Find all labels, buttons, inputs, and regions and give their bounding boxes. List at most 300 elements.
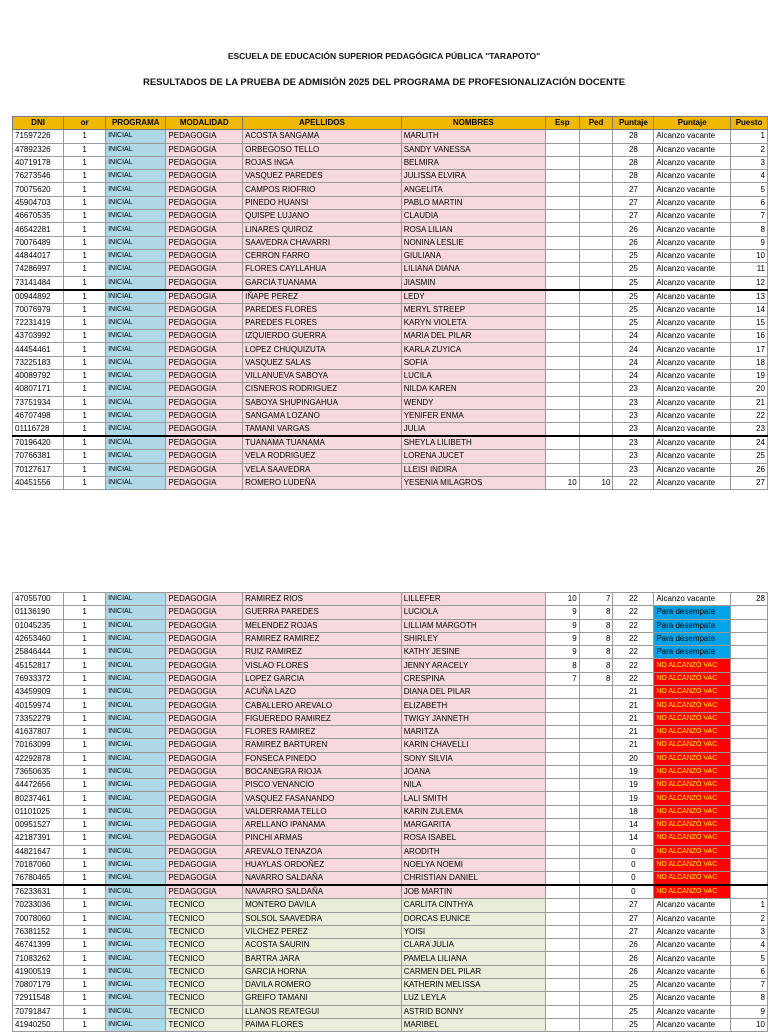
cell-puntaje: 23 — [613, 409, 654, 422]
cell-ped — [579, 845, 613, 858]
cell-puntaje: 0 — [613, 845, 654, 858]
cell-ped — [579, 939, 613, 952]
cell-nombres: MARGARITA — [401, 819, 545, 832]
cell-dni: 70807179 — [13, 979, 64, 992]
cell-puntaje: 19 — [613, 765, 654, 778]
cell-puntaje: 25 — [613, 992, 654, 1005]
cell-programa: INICIAL — [106, 819, 166, 832]
cell-modalidad: PEDAGOGIA — [166, 316, 243, 329]
cell-puntaje: 14 — [613, 832, 654, 845]
cell-modalidad: PEDAGOGIA — [166, 699, 243, 712]
cell-ped — [579, 370, 613, 383]
cell-puntaje: 28 — [613, 143, 654, 156]
header-modalidad: MODALIDAD — [166, 117, 243, 130]
cell-or: 1 — [64, 939, 106, 952]
cell-modalidad: PEDAGOGIA — [166, 436, 243, 450]
cell-apellidos: LLANOS REATEGUI — [243, 1005, 402, 1018]
cell-puesto — [731, 872, 768, 886]
cell-nombres: JOANA — [401, 765, 545, 778]
cell-esp — [545, 819, 579, 832]
cell-modalidad: PEDAGOGIA — [166, 236, 243, 249]
cell-or: 1 — [64, 725, 106, 738]
cell-or: 1 — [64, 436, 106, 450]
cell-resultado: Alcanzo vacante — [654, 423, 731, 437]
cell-puesto: 8 — [731, 992, 768, 1005]
cell-modalidad: PEDAGOGIA — [166, 183, 243, 196]
cell-or: 1 — [64, 819, 106, 832]
cell-or: 1 — [64, 356, 106, 369]
cell-ped — [579, 170, 613, 183]
cell-puntaje: 28 — [613, 130, 654, 143]
cell-ped — [579, 686, 613, 699]
cell-modalidad: TECNICO — [166, 952, 243, 965]
cell-puesto: 5 — [731, 952, 768, 965]
table-row — [13, 409, 768, 422]
cell-programa: INICIAL — [106, 672, 166, 685]
cell-nombres: MARIA DEL PILAR — [401, 330, 545, 343]
cell-ped — [579, 236, 613, 249]
cell-nombres: ARODITH — [401, 845, 545, 858]
cell-ped — [579, 725, 613, 738]
cell-puntaje: 25 — [613, 979, 654, 992]
cell-programa: INICIAL — [106, 965, 166, 978]
cell-nombres: KARIN CHAVELLI — [401, 739, 545, 752]
cell-nombres: NILA — [401, 779, 545, 792]
cell-esp — [545, 899, 579, 912]
cell-modalidad: TECNICO — [166, 939, 243, 952]
cell-puesto: 17 — [731, 343, 768, 356]
cell-or: 1 — [64, 423, 106, 437]
cell-esp: 9 — [545, 632, 579, 645]
cell-nombres: CARMEN DEL PILAR — [401, 965, 545, 978]
cell-esp — [545, 965, 579, 978]
cell-puesto — [731, 858, 768, 871]
cell-modalidad: PEDAGOGIA — [166, 450, 243, 463]
cell-modalidad: PEDAGOGIA — [166, 303, 243, 316]
cell-esp — [545, 236, 579, 249]
cell-ped — [579, 819, 613, 832]
cell-apellidos: RAMIREZ BARTUREN — [243, 739, 402, 752]
cell-esp — [545, 686, 579, 699]
cell-modalidad: PEDAGOGIA — [166, 143, 243, 156]
cell-ped — [579, 739, 613, 752]
cell-apellidos: GREIFO TAMANI — [243, 992, 402, 1005]
cell-puntaje: 20 — [613, 752, 654, 765]
cell-puntaje: 22 — [613, 672, 654, 685]
cell-modalidad: PEDAGOGIA — [166, 792, 243, 805]
cell-resultado: Alcanzo vacante — [654, 223, 731, 236]
table-row — [13, 739, 768, 752]
cell-or: 1 — [64, 912, 106, 925]
cell-puesto — [731, 686, 768, 699]
cell-dni: 42653460 — [13, 632, 64, 645]
table-row — [13, 303, 768, 316]
cell-nombres: LILLEFER — [401, 593, 545, 606]
cell-puntaje: 26 — [613, 939, 654, 952]
cell-nombres: SANDY VANESSA — [401, 143, 545, 156]
cell-or: 1 — [64, 409, 106, 422]
cell-dni: 40807171 — [13, 383, 64, 396]
cell-resultado: Alcanzo vacante — [654, 343, 731, 356]
cell-programa: INICIAL — [106, 699, 166, 712]
cell-nombres: ROSA LILIAN — [401, 223, 545, 236]
cell-or: 1 — [64, 383, 106, 396]
cell-dni: 47892326 — [13, 143, 64, 156]
cell-puntaje: 19 — [613, 779, 654, 792]
cell-puntaje: 19 — [613, 792, 654, 805]
cell-resultado: Alcanzo vacante — [654, 1005, 731, 1018]
cell-or: 1 — [64, 290, 106, 304]
cell-resultado: NO ALCANZÓ VAC — [654, 845, 731, 858]
cell-apellidos: FIGUEREDO RAMIREZ — [243, 712, 402, 725]
cell-esp — [545, 383, 579, 396]
cell-puesto — [731, 619, 768, 632]
cell-resultado: Alcanzo vacante — [654, 952, 731, 965]
cell-nombres: ELIZABETH — [401, 699, 545, 712]
cell-nombres: CRESPINA — [401, 672, 545, 685]
cell-puesto: 4 — [731, 939, 768, 952]
cell-resultado: NO ALCANZÓ VAC — [654, 765, 731, 778]
cell-puntaje: 0 — [613, 872, 654, 886]
header-puesto: Puesto — [731, 117, 768, 130]
cell-ped: 8 — [579, 619, 613, 632]
cell-apellidos: NAVARRO SALDAÑA — [243, 885, 402, 899]
cell-apellidos: ACUÑA LAZO — [243, 686, 402, 699]
cell-programa: INICIAL — [106, 845, 166, 858]
cell-apellidos: BOCANEGRA RIOJA — [243, 765, 402, 778]
cell-puesto: 2 — [731, 143, 768, 156]
cell-puesto: 13 — [731, 290, 768, 304]
cell-puesto: 8 — [731, 223, 768, 236]
cell-modalidad: PEDAGOGIA — [166, 885, 243, 899]
cell-puntaje: 27 — [613, 925, 654, 938]
cell-resultado: NO ALCANZÓ VAC — [654, 739, 731, 752]
cell-dni: 42187391 — [13, 832, 64, 845]
cell-resultado: NO ALCANZÓ VAC — [654, 805, 731, 818]
cell-apellidos: MELENDEZ ROJAS — [243, 619, 402, 632]
cell-dni: 01045235 — [13, 619, 64, 632]
cell-apellidos: ROJAS INGA — [243, 156, 402, 169]
cell-or: 1 — [64, 183, 106, 196]
cell-puesto — [731, 765, 768, 778]
cell-puesto: 6 — [731, 965, 768, 978]
cell-programa: INICIAL — [106, 130, 166, 143]
cell-nombres: YENIFER ENMA — [401, 409, 545, 422]
results-table-1 — [12, 116, 768, 490]
cell-nombres: KARYN VIOLETA — [401, 316, 545, 329]
cell-resultado: Alcanzo vacante — [654, 992, 731, 1005]
cell-puntaje: 22 — [613, 593, 654, 606]
cell-resultado: NO ALCANZÓ VAC — [654, 832, 731, 845]
cell-puntaje: 22 — [613, 646, 654, 659]
table-row — [13, 646, 768, 659]
cell-modalidad: PEDAGOGIA — [166, 196, 243, 209]
cell-puesto: 1 — [731, 130, 768, 143]
cell-puesto — [731, 672, 768, 685]
table-row — [13, 659, 768, 672]
cell-nombres: CLAUDIA — [401, 210, 545, 223]
table-row — [13, 952, 768, 965]
cell-esp — [545, 858, 579, 871]
cell-programa: INICIAL — [106, 992, 166, 1005]
cell-puesto: 5 — [731, 183, 768, 196]
cell-programa: INICIAL — [106, 832, 166, 845]
cell-ped — [579, 858, 613, 871]
cell-puesto: 20 — [731, 383, 768, 396]
cell-dni: 72911548 — [13, 992, 64, 1005]
cell-dni: 40089792 — [13, 370, 64, 383]
cell-ped — [579, 423, 613, 437]
cell-nombres: LILLIAM MARGOTH — [401, 619, 545, 632]
cell-programa: INICIAL — [106, 463, 166, 476]
table-row — [13, 805, 768, 818]
cell-puntaje: 26 — [613, 223, 654, 236]
table-row — [13, 356, 768, 369]
cell-programa: INICIAL — [106, 183, 166, 196]
cell-puesto: 6 — [731, 196, 768, 209]
table-row — [13, 858, 768, 871]
cell-resultado: Alcanzo vacante — [654, 899, 731, 912]
cell-puesto — [731, 739, 768, 752]
cell-nombres: CHRISTIAN DANIEL — [401, 872, 545, 886]
cell-dni: 70163099 — [13, 739, 64, 752]
cell-puesto: 10 — [731, 249, 768, 262]
cell-modalidad: PEDAGOGIA — [166, 619, 243, 632]
cell-puntaje: 24 — [613, 343, 654, 356]
cell-ped — [579, 396, 613, 409]
header-nombres: NOMBRES — [401, 117, 545, 130]
cell-esp — [545, 779, 579, 792]
cell-ped — [579, 409, 613, 422]
cell-or: 1 — [64, 632, 106, 645]
cell-puesto — [731, 659, 768, 672]
cell-or: 1 — [64, 249, 106, 262]
cell-apellidos: PINCHI ARMAS — [243, 832, 402, 845]
cell-or: 1 — [64, 463, 106, 476]
cell-modalidad: PEDAGOGIA — [166, 632, 243, 645]
cell-nombres: GIULIANA — [401, 249, 545, 262]
cell-esp — [545, 463, 579, 476]
cell-esp — [545, 739, 579, 752]
cell-programa: INICIAL — [106, 912, 166, 925]
table-row — [13, 170, 768, 183]
cell-nombres: LALI SMITH — [401, 792, 545, 805]
cell-resultado: NO ALCANZÓ VAC — [654, 872, 731, 886]
cell-puesto — [731, 819, 768, 832]
cell-apellidos: BARTRA JARA — [243, 952, 402, 965]
cell-puesto: 10 — [731, 1018, 768, 1031]
cell-programa: INICIAL — [106, 196, 166, 209]
cell-or: 1 — [64, 885, 106, 899]
cell-esp — [545, 450, 579, 463]
cell-apellidos: IZQUIERDO GUERRA — [243, 330, 402, 343]
header-puntaje-result: Puntaje — [654, 117, 731, 130]
table-row — [13, 316, 768, 329]
cell-apellidos: SAAVEDRA CHAVARRI — [243, 236, 402, 249]
cell-apellidos: QUISPE LUJANO — [243, 210, 402, 223]
cell-nombres: ROSA ISABEL — [401, 832, 545, 845]
cell-puesto — [731, 885, 768, 899]
cell-esp — [545, 303, 579, 316]
cell-or: 1 — [64, 659, 106, 672]
cell-programa: INICIAL — [106, 606, 166, 619]
table-row — [13, 912, 768, 925]
cell-puntaje: 25 — [613, 263, 654, 276]
cell-programa: INICIAL — [106, 712, 166, 725]
table-row — [13, 593, 768, 606]
cell-resultado: NO ALCANZÓ VAC — [654, 659, 731, 672]
cell-esp — [545, 210, 579, 223]
cell-dni: 01116728 — [13, 423, 64, 437]
cell-or: 1 — [64, 236, 106, 249]
cell-apellidos: PISCO VENANCIO — [243, 779, 402, 792]
cell-esp — [545, 223, 579, 236]
table-row — [13, 423, 768, 437]
cell-dni: 44454461 — [13, 343, 64, 356]
cell-or: 1 — [64, 619, 106, 632]
cell-nombres: ASTRID BONNY — [401, 1005, 545, 1018]
cell-nombres: KARLA ZUYICA — [401, 343, 545, 356]
cell-ped — [579, 196, 613, 209]
cell-esp — [545, 699, 579, 712]
cell-esp — [545, 436, 579, 450]
cell-modalidad: PEDAGOGIA — [166, 819, 243, 832]
cell-esp — [545, 290, 579, 304]
cell-programa: INICIAL — [106, 805, 166, 818]
cell-dni: 70076489 — [13, 236, 64, 249]
cell-modalidad: PEDAGOGIA — [166, 383, 243, 396]
cell-esp — [545, 330, 579, 343]
cell-dni: 41900519 — [13, 965, 64, 978]
cell-dni: 71083262 — [13, 952, 64, 965]
cell-puntaje: 25 — [613, 316, 654, 329]
table-row — [13, 143, 768, 156]
cell-esp: 9 — [545, 646, 579, 659]
cell-or: 1 — [64, 792, 106, 805]
cell-nombres: JIASMIN — [401, 276, 545, 290]
cell-esp — [545, 130, 579, 143]
cell-esp — [545, 912, 579, 925]
cell-dni: 73141484 — [13, 276, 64, 290]
table-row — [13, 725, 768, 738]
cell-or: 1 — [64, 156, 106, 169]
cell-apellidos: FLORES CAYLLAHUA — [243, 263, 402, 276]
cell-ped — [579, 303, 613, 316]
cell-programa: INICIAL — [106, 409, 166, 422]
cell-modalidad: PEDAGOGIA — [166, 872, 243, 886]
cell-apellidos: VASQUEZ FASANANDO — [243, 792, 402, 805]
cell-esp — [545, 409, 579, 422]
table-row — [13, 290, 768, 304]
table-row — [13, 792, 768, 805]
cell-puesto: 19 — [731, 370, 768, 383]
cell-puesto: 7 — [731, 979, 768, 992]
cell-or: 1 — [64, 196, 106, 209]
cell-resultado: NO ALCANZÓ VAC — [654, 752, 731, 765]
cell-esp — [545, 1005, 579, 1018]
cell-ped — [579, 156, 613, 169]
cell-dni: 25846444 — [13, 646, 64, 659]
cell-programa: INICIAL — [106, 210, 166, 223]
cell-puntaje: 22 — [613, 476, 654, 489]
cell-dni: 73225183 — [13, 356, 64, 369]
cell-esp — [545, 343, 579, 356]
cell-apellidos: MONTERO DAVILA — [243, 899, 402, 912]
cell-puesto: 9 — [731, 236, 768, 249]
cell-puntaje: 25 — [613, 290, 654, 304]
header-puntaje: Puntaje — [613, 117, 654, 130]
cell-puesto — [731, 725, 768, 738]
cell-ped — [579, 249, 613, 262]
cell-nombres: MARITZA — [401, 725, 545, 738]
cell-programa: INICIAL — [106, 593, 166, 606]
cell-or: 1 — [64, 1005, 106, 1018]
cell-ped — [579, 765, 613, 778]
cell-ped — [579, 712, 613, 725]
header-ped: Ped — [579, 117, 613, 130]
cell-puesto: 18 — [731, 356, 768, 369]
cell-dni: 70075620 — [13, 183, 64, 196]
table-row — [13, 992, 768, 1005]
cell-programa: INICIAL — [106, 223, 166, 236]
cell-modalidad: TECNICO — [166, 912, 243, 925]
cell-resultado: Alcanzo vacante — [654, 1018, 731, 1031]
cell-nombres: LUZ LEYLA — [401, 992, 545, 1005]
cell-puesto: 24 — [731, 436, 768, 450]
cell-apellidos: DAVILA ROMERO — [243, 979, 402, 992]
header-programa: PROGRAMA — [106, 117, 166, 130]
cell-or: 1 — [64, 593, 106, 606]
cell-nombres: JULISSA ELVIRA — [401, 170, 545, 183]
cell-puntaje: 25 — [613, 303, 654, 316]
cell-modalidad: PEDAGOGIA — [166, 606, 243, 619]
cell-dni: 46741399 — [13, 939, 64, 952]
cell-programa: INICIAL — [106, 952, 166, 965]
cell-nombres: CLARA JULIA — [401, 939, 545, 952]
cell-modalidad: TECNICO — [166, 1005, 243, 1018]
table-row — [13, 845, 768, 858]
cell-apellidos: LOPEZ GARCIA — [243, 672, 402, 685]
cell-puesto: 3 — [731, 925, 768, 938]
cell-programa: INICIAL — [106, 939, 166, 952]
cell-modalidad: PEDAGOGIA — [166, 356, 243, 369]
cell-dni: 76780465 — [13, 872, 64, 886]
cell-programa: INICIAL — [106, 156, 166, 169]
cell-resultado: Alcanzo vacante — [654, 290, 731, 304]
cell-resultado: Alcanzo vacante — [654, 925, 731, 938]
cell-modalidad: PEDAGOGIA — [166, 476, 243, 489]
cell-apellidos: IÑAPE PEREZ — [243, 290, 402, 304]
cell-ped — [579, 899, 613, 912]
cell-apellidos: VALDERRAMA TELLO — [243, 805, 402, 818]
cell-modalidad: PEDAGOGIA — [166, 223, 243, 236]
cell-dni: 42292878 — [13, 752, 64, 765]
table-row — [13, 606, 768, 619]
cell-resultado: Alcanzo vacante — [654, 979, 731, 992]
table-row — [13, 463, 768, 476]
cell-ped — [579, 979, 613, 992]
cell-modalidad: PEDAGOGIA — [166, 832, 243, 845]
cell-modalidad: PEDAGOGIA — [166, 712, 243, 725]
cell-programa: INICIAL — [106, 779, 166, 792]
table-row — [13, 330, 768, 343]
cell-dni: 73751934 — [13, 396, 64, 409]
cell-puesto: 2 — [731, 912, 768, 925]
cell-puntaje: 22 — [613, 659, 654, 672]
cell-puntaje: 0 — [613, 858, 654, 871]
cell-nombres: KARIN ZULEMA — [401, 805, 545, 818]
cell-dni: 45904703 — [13, 196, 64, 209]
